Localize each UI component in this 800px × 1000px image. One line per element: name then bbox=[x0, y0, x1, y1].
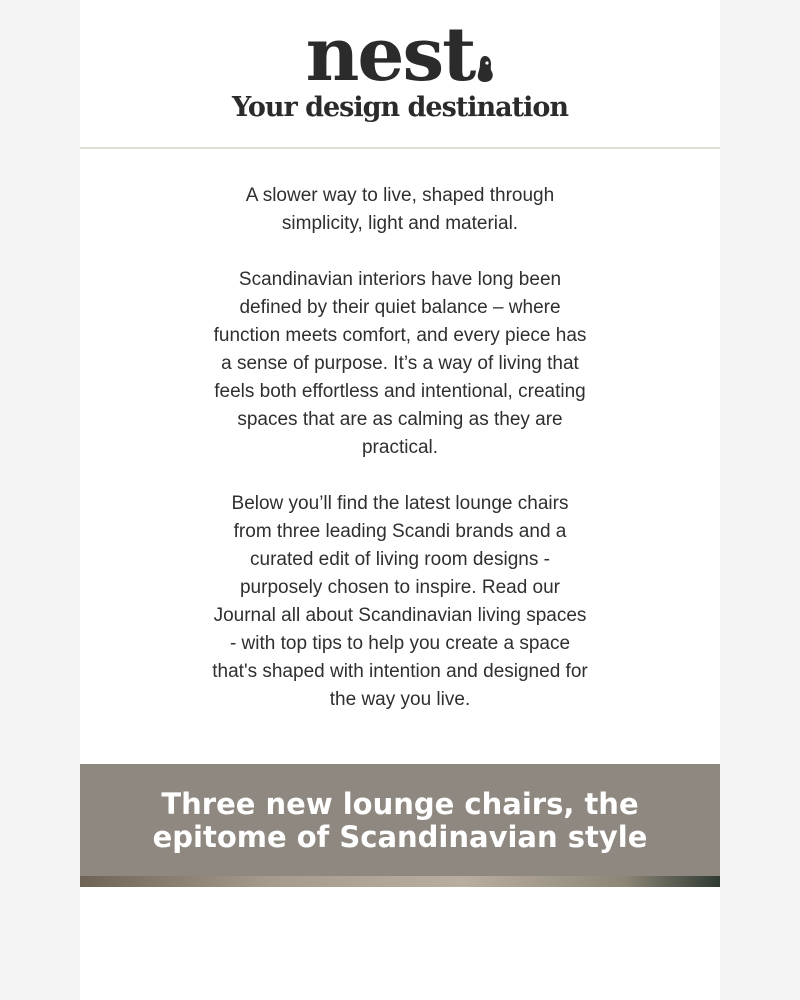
banner-heading: Three new lounge chairs, the epitome of Scandinavian style bbox=[152, 787, 648, 854]
intro-paragraph: Scandinavian interiors have long been defined by their quiet balance – where function meets comfort, and every piece has a sense of purpose. It’s a way of living that feels both effortless and intentional, creating spaces that are as calming as they are practical. bbox=[213, 269, 587, 458]
bird-icon bbox=[476, 54, 494, 84]
header-divider bbox=[80, 147, 720, 149]
lounge-chairs-banner[interactable] bbox=[80, 764, 720, 876]
lounge-chair-photo[interactable] bbox=[80, 876, 720, 887]
nest-logo[interactable] bbox=[80, 10, 720, 100]
intro-text bbox=[210, 182, 590, 714]
email-header bbox=[80, 0, 720, 147]
email-container bbox=[80, 0, 720, 1000]
intro-paragraph: A slower way to live, shaped through simplicity, light and material. bbox=[245, 185, 555, 234]
logo-text: nest bbox=[305, 12, 475, 98]
tagline: Your design destination bbox=[231, 92, 569, 123]
intro-paragraph: Below you’ll find the latest lounge chairs from three leading Scandi brands and a curated edit of living room designs - purposely chosen to inspire. Read our Journal all about Scandinavian living spaces - with top tips to help you create a space that's shaped with intention and designed for the way you live. bbox=[212, 493, 588, 710]
